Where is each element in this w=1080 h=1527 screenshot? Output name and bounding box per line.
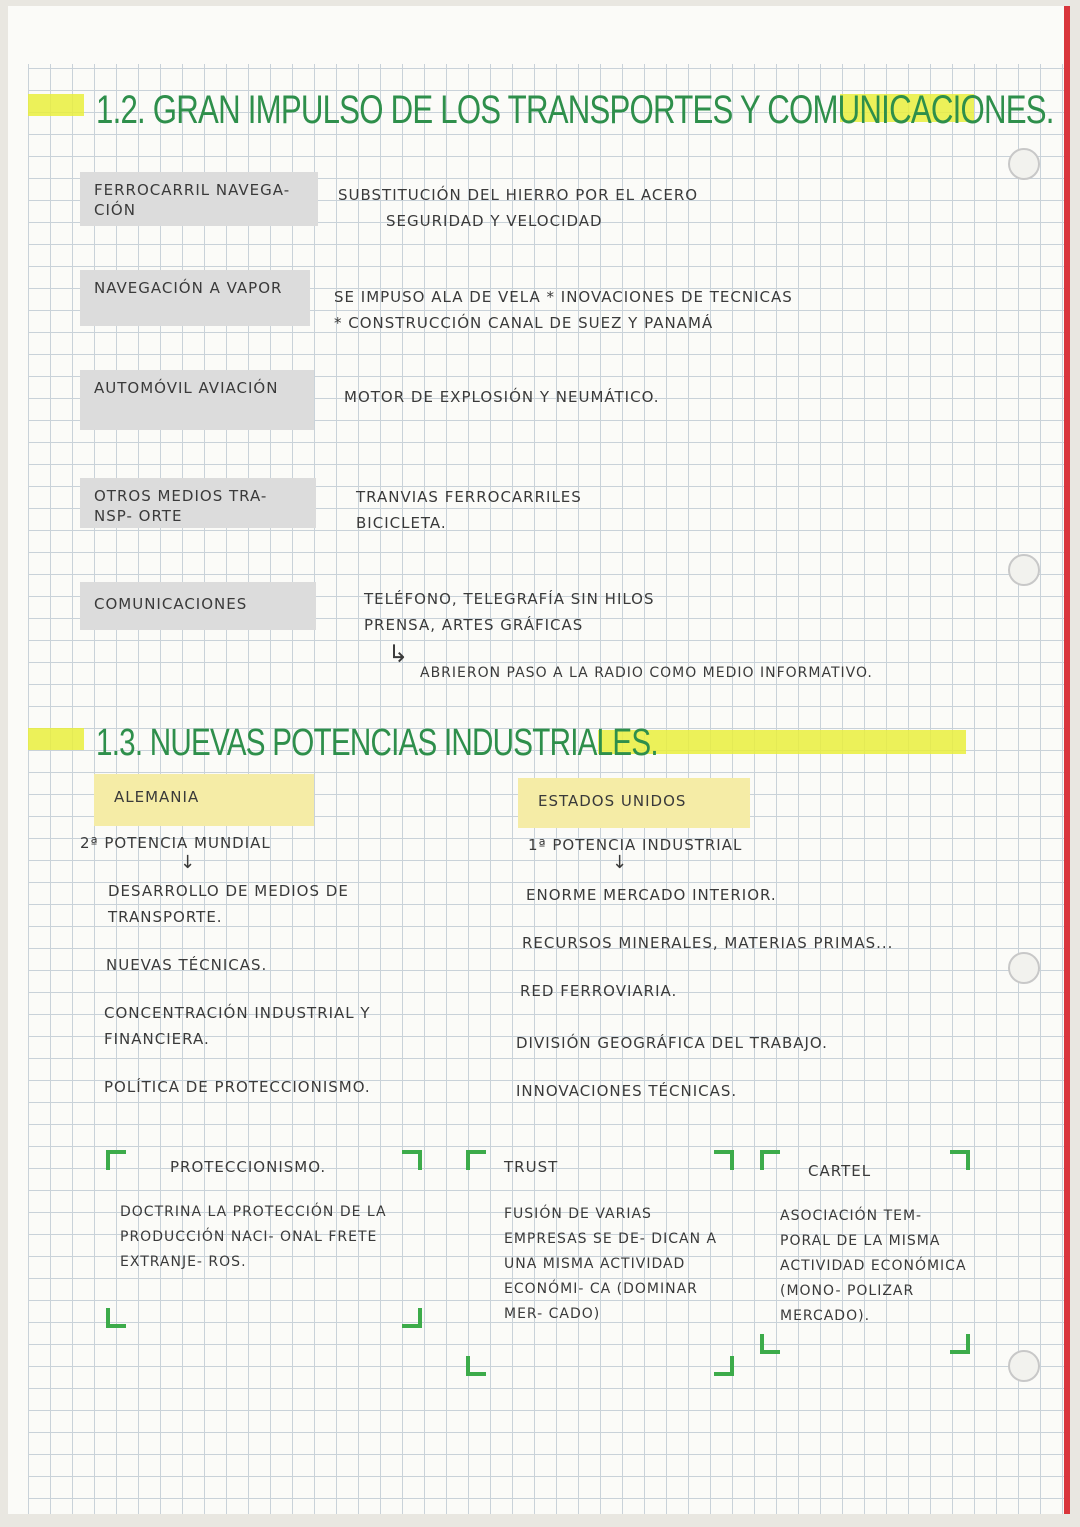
consequence-arrow: ↳ <box>388 640 409 668</box>
topic-note: TELÉFONO, TELEGRAFÍA SIN HILOS PRENSA, ARTES GRÁFICAS <box>364 590 655 634</box>
bracket-corner <box>106 1308 126 1328</box>
bracket-corner <box>950 1334 970 1354</box>
bracket-corner <box>950 1150 970 1170</box>
usa-point: ENORME MERCADO INTERIOR. <box>526 886 777 904</box>
definition-term: PROTECCIONISMO. <box>170 1158 327 1176</box>
germany-point: NUEVAS TÉCNICAS. <box>106 956 268 974</box>
topic-label: FERROCARRIL NAVEGA- CIÓN <box>80 172 318 226</box>
topic-label: COMUNICACIONES <box>80 582 316 630</box>
binder-hole <box>1008 554 1040 586</box>
bracket-corner <box>106 1150 126 1170</box>
definition-term: TRUST <box>504 1158 559 1176</box>
highlight-mark <box>28 728 84 750</box>
germany-point: CONCENTRACIÓN INDUSTRIAL Y FINANCIERA. <box>104 1004 371 1048</box>
bracket-corner <box>466 1356 486 1376</box>
topic-label: OTROS MEDIOS TRA- NSP- ORTE <box>80 478 316 528</box>
binder-hole <box>1008 1350 1040 1382</box>
bracket-corner <box>466 1150 486 1170</box>
page-edge <box>1064 6 1070 1514</box>
consequence-note: ABRIERON PASO A LA RADIO COMO MEDIO INFORMATIVO. <box>420 665 873 681</box>
country-label-usa: ESTADOS UNIDOS <box>518 778 750 828</box>
topic-label: AUTOMÓVIL AVIACIÓN <box>80 370 314 430</box>
down-arrow-icon: ↓ <box>612 852 628 873</box>
topic-note: TRANVIAS FERROCARRILES BICICLETA. <box>356 488 582 532</box>
usa-point: DIVISIÓN GEOGRÁFICA DEL TRABAJO. <box>516 1034 828 1052</box>
section-title: 1.3. NUEVAS POTENCIAS INDUSTRIALES. <box>96 722 658 764</box>
definition-term: CARTEL <box>808 1162 872 1180</box>
bracket-corner <box>714 1356 734 1376</box>
usa-point: RECURSOS MINERALES, MATERIAS PRIMAS... <box>522 934 894 952</box>
down-arrow-icon: ↓ <box>180 852 196 873</box>
germany-point: DESARROLLO DE MEDIOS DE TRANSPORTE. <box>108 882 349 926</box>
bracket-corner <box>402 1308 422 1328</box>
usa-headline: 1ª POTENCIA INDUSTRIAL <box>528 836 743 854</box>
bracket-corner <box>402 1150 422 1170</box>
definition-text: DOCTRINA LA PROTECCIÓN DE LA PRODUCCIÓN NACI- ONAL FRETE EXTRANJE- ROS. <box>120 1204 387 1270</box>
country-label-germany: ALEMANIA <box>94 774 314 826</box>
binder-hole <box>1008 952 1040 984</box>
usa-point: INNOVACIONES TÉCNICAS. <box>516 1082 738 1100</box>
germany-point: POLÍTICA DE PROTECCIONISMO. <box>104 1078 371 1096</box>
bracket-corner <box>760 1150 780 1170</box>
bracket-corner <box>760 1334 780 1354</box>
topic-note: SUBSTITUCIÓN DEL HIERRO POR EL ACERO SEGURIDAD Y VELOCIDAD <box>338 186 699 230</box>
bracket-corner <box>714 1150 734 1170</box>
germany-headline: 2ª POTENCIA MUNDIAL <box>80 834 271 852</box>
top-margin <box>8 6 1070 64</box>
topic-label: NAVEGACIÓN A VAPOR <box>80 270 310 326</box>
binder-hole <box>1008 148 1040 180</box>
highlight-mark <box>28 94 84 116</box>
topic-note: SE IMPUSO ALA DE VELA * INOVACIONES DE TECNICAS * CONSTRUCCIÓN CANAL DE SUEZ Y PANAMÁ <box>334 288 793 332</box>
usa-point: RED FERROVIARIA. <box>520 982 678 1000</box>
definition-text: FUSIÓN DE VARIAS EMPRESAS SE DE- DICAN A UNA MISMA ACTIVIDAD ECONÓMI- CA (DOMINAR MER- CADO) <box>504 1206 718 1322</box>
section-title: 1.2. GRAN IMPULSO DE LOS TRANSPORTES Y COMUNICACIONES. <box>96 88 1054 132</box>
topic-note: MOTOR DE EXPLOSIÓN Y NEUMÁTICO. <box>344 388 660 406</box>
left-margin <box>8 6 28 1514</box>
notebook-page <box>8 6 1070 1514</box>
definition-text: ASOCIACIÓN TEM- PORAL DE LA MISMA ACTIVIDAD ECONÓMICA (MONO- POLIZAR MERCADO). <box>780 1208 967 1324</box>
